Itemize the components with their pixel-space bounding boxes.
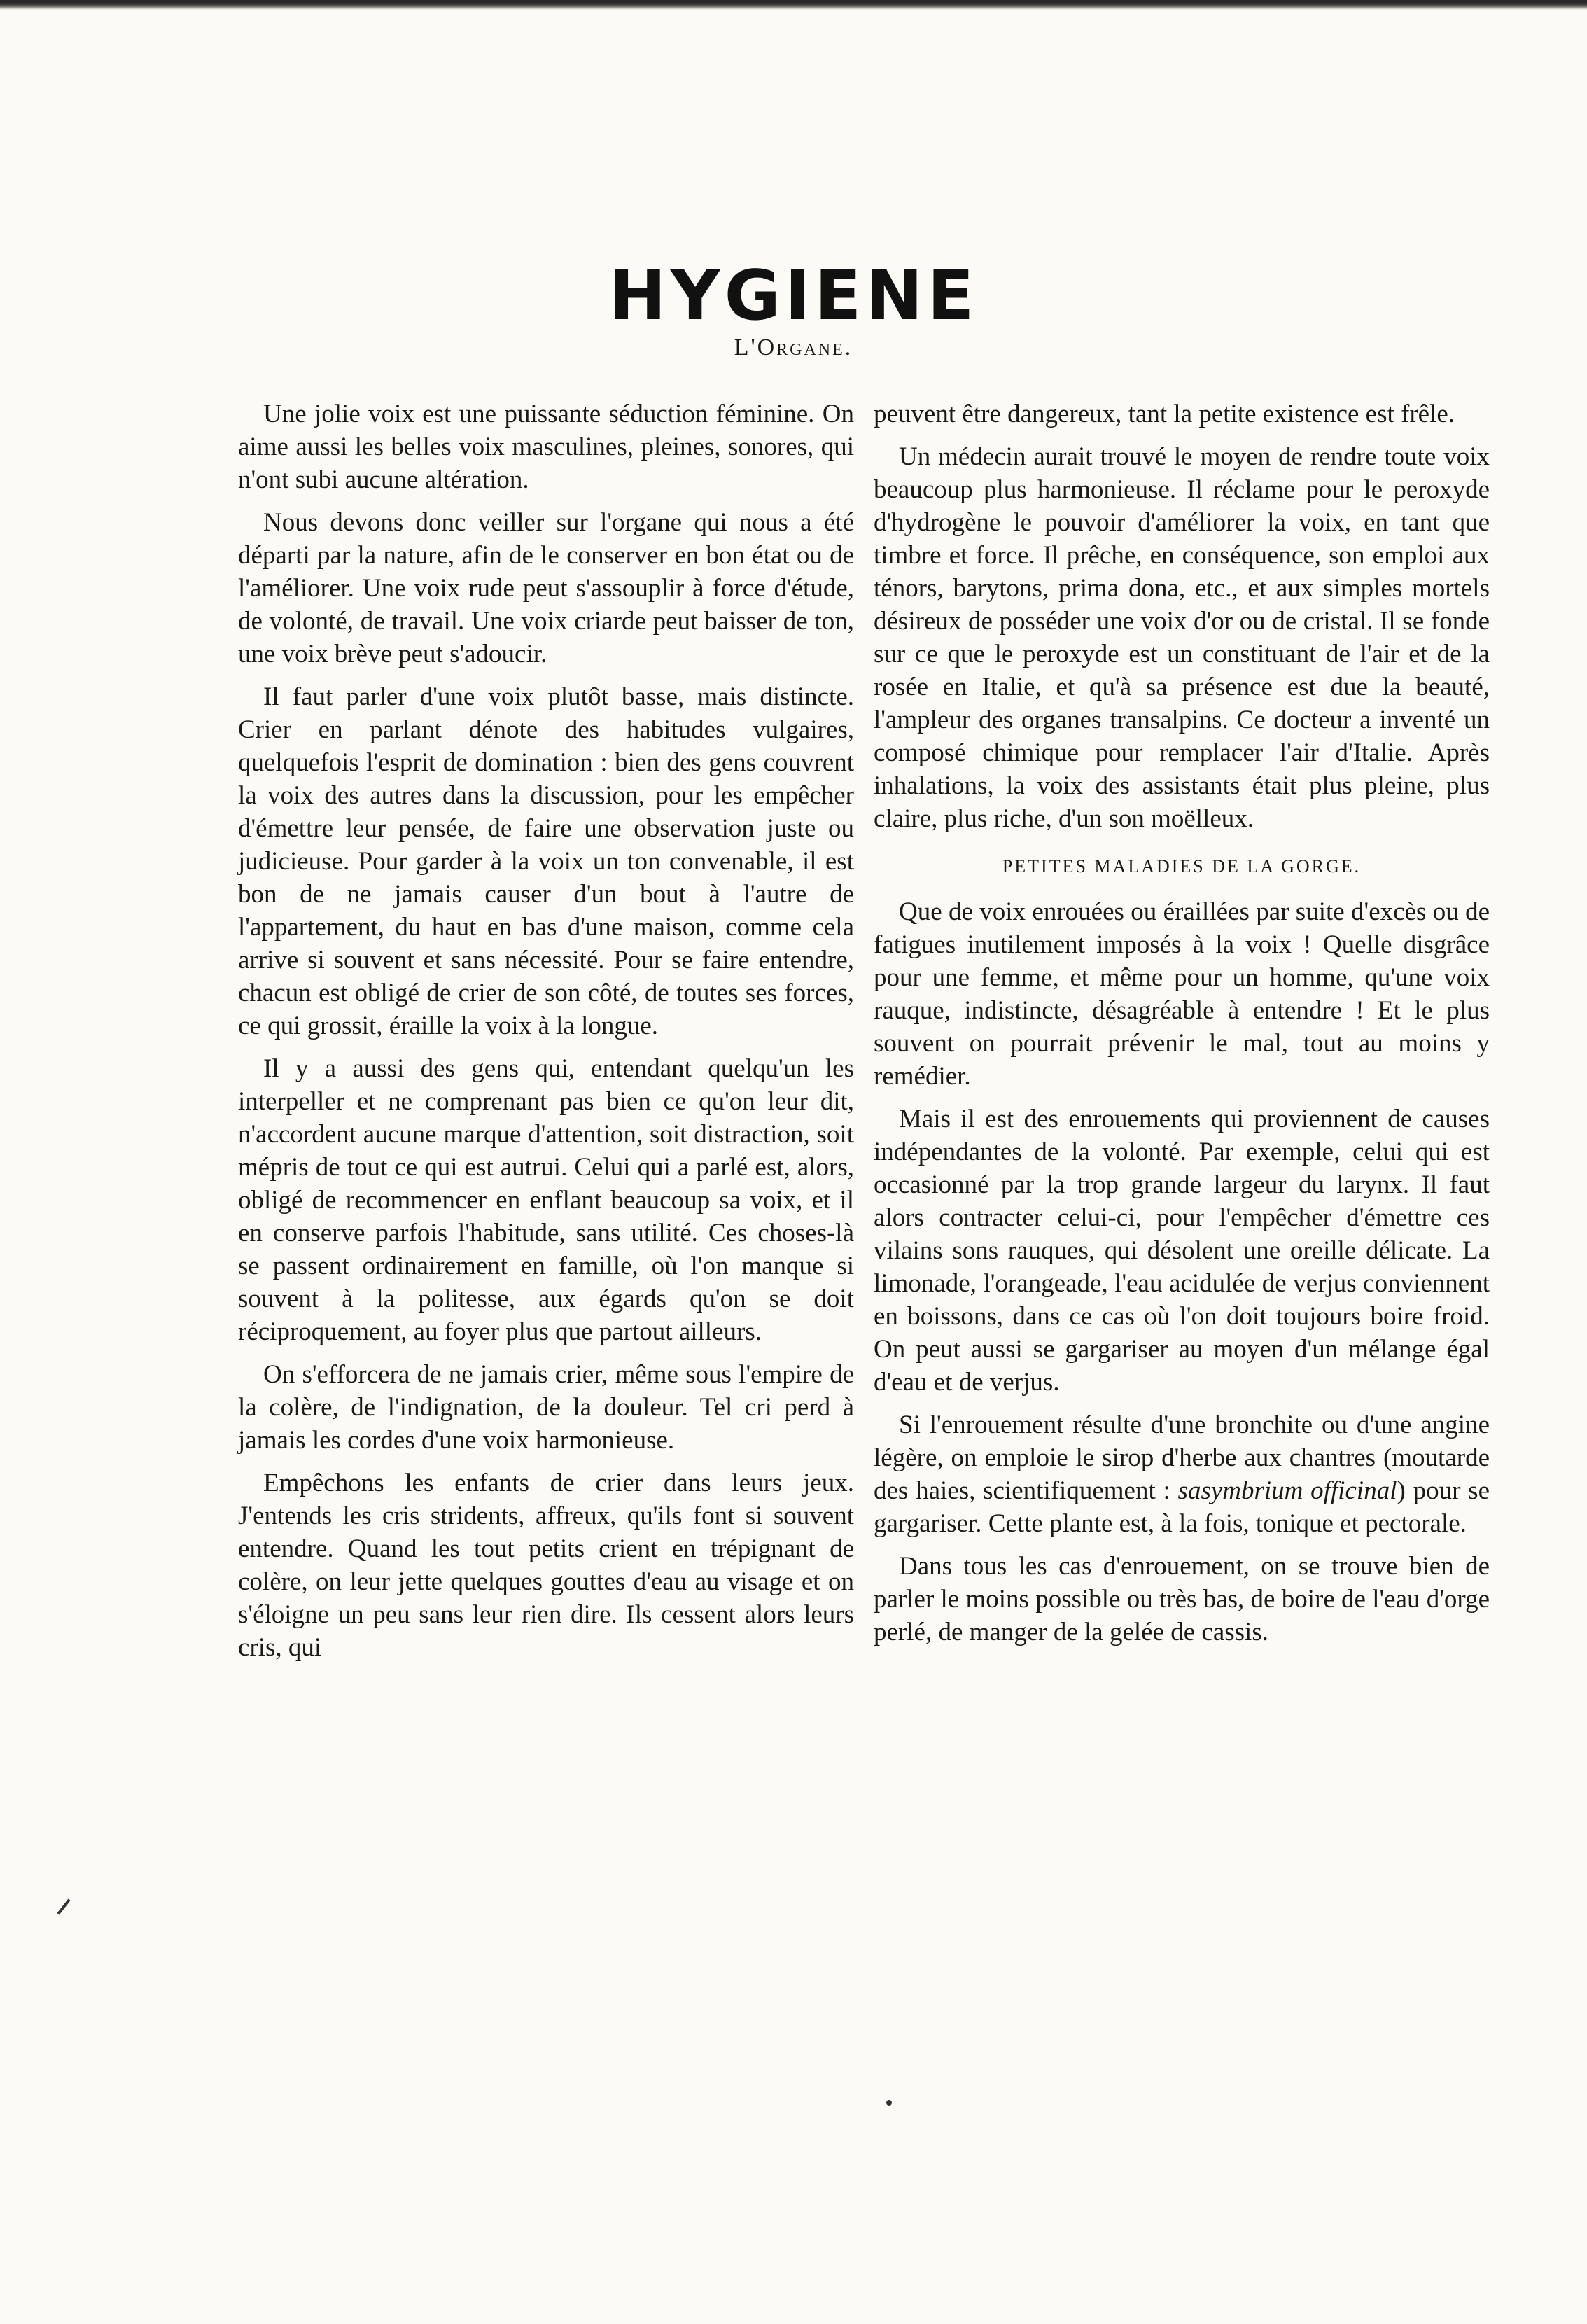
paragraph: Mais il est des enrouements qui proviennent de causes indépendantes de la volonté. Par exemple, celui qui est occasionné par la trop grande largeur du larynx. Il faut alors contracter celui-ci, pour l'empêcher d'émettre ces vilains sons rauques, qui désolent une oreille délicate. La limonade, l'orangeade, l'eau acidulée de verjus conviennent en boissons, dans ce cas où l'on doit toujours boire froid. On peut aussi se gargariser au moyen d'un mélange égal d'eau et de verjus.: [874, 1105, 1490, 1396]
paragraph: Nous devons donc veiller sur l'organe qui nous a été départi par la nature, afin de le conserver en bon état ou de l'améliorer. Une voix rude peut s'assouplir à force d'étude, de volonté, de travail. Une voix criarde peut baisser de ton, une voix brève peut s'adoucir.: [238, 508, 854, 668]
paragraph-continued: peuvent être dangereux, tant la petite existence est frêle.: [874, 400, 1455, 428]
paragraph: Que de voix enrouées ou éraillées par suite d'excès ou de fatigues inutilement imposés à la voix ! Quelle disgrâce pour une femme, et même pour un homme, qu'une voix rauque, indistincte, désagréable à entendre ! Et le plus souvent on pourrait prévenir le mal, tout au moins y remédier.: [874, 897, 1490, 1091]
latin-plant-name: sasymbrium officinal: [1177, 1476, 1397, 1505]
paragraph: Il faut parler d'une voix plutôt basse, mais distincte. Crier en parlant dénote des habitudes vulgaires, quelquefois l'esprit de domination : bien des gens couvrent la voix des autres dans la discussion, pour les empêcher d'émettre leur pensée, de faire une observation juste ou judicieuse. Pour garder à la voix un ton convenable, il est bon de ne jamais causer d'un bout à l'autre de l'appartement, du haut en bas d'une maison, comme cela arrive si souvent et sans nécessité. Pour se faire entendre, chacun est obligé de crier de son côté, de toutes ses forces, ce qui grossit, éraille la voix à la longue.: [238, 682, 854, 1040]
paragraph: Une jolie voix est une puissante séduction féminine. On aime aussi les belles voix masculines, pleines, sonores, qui n'ont subi aucune altération.: [238, 400, 854, 494]
paragraph: Il y a aussi des gens qui, entendant quelqu'un les interpeller et ne comprenant pas bien ce qu'on leur dit, n'accordent aucune marque d'attention, soit distraction, soit mépris de tout ce qui est autrui. Celui qui a parlé est, alors, obligé de recommencer en enflant beaucoup sa voix, et il en conserve parfois l'habitude, sans utilité. Ces choses-là se passent ordinairement en famille, où l'on manque si souvent à la politesse, aux égards qu'on se doit réciproquement, au foyer plus que partout ailleurs.: [238, 1054, 854, 1346]
paragraph: Dans tous les cas d'enrouement, on se trouve bien de parler le moins possible ou très bas, de boire de l'eau d'orge perlé, de manger de la gelée de cassis.: [874, 1552, 1490, 1646]
section-heading: PETITES MALADIES DE LA GORGE.: [1002, 856, 1362, 876]
page-title: HYGIENE: [608, 255, 979, 336]
paragraph: [874, 1408, 1490, 1540]
right-column: [874, 398, 1490, 1658]
paragraph: Un médecin aurait trouvé le moyen de rendre toute voix beaucoup plus harmonieuse. Il réclame pour le peroxyde d'hydrogène le pouvoir d'améliorer la voix, en tant que timbre et force. Il prêche, en conséquence, son emploi aux ténors, barytons, prima dona, etc., et aux simples mortels désireux de posséder une voix d'or ou de cristal. Il se fonde sur ce que le peroxyde est un constituant de l'air et de la rosée en Italie, et qu'à sa présence est due la beauté, l'ampleur des organes transalpins. Ce docteur a inventé un composé chimique pour remplacer l'air d'Italie. Après inhalations, la voix des assistants était plus pleine, plus claire, plus riche, d'un son moëlleux.: [874, 442, 1490, 833]
paragraph: Empêchons les enfants de crier dans leurs jeux. J'entends les cris stridents, affreux, qu'ils font si souvent entendre. Quand les tout petits crient en trépignant de colère, on leur jette quelques gouttes d'eau au visage et on s'éloigne un peu sans leur rien dire. Ils cessent alors leurs cris, qui: [238, 1469, 854, 1662]
top-border-rule: [0, 0, 1587, 10]
print-dot: [886, 2100, 892, 2106]
paragraph: On s'efforcera de ne jamais crier, même sous l'empire de la colère, de l'indignation, de la douleur. Tel cri perd à jamais les cordes d'une voix harmonieuse.: [238, 1360, 854, 1455]
article-subtitle: L'Organe.: [734, 335, 853, 360]
paragraph-text: ) pour se gargariser. Cette plante est, à la fois, tonique et pectorale.: [874, 1476, 1490, 1538]
left-column: [238, 398, 854, 1674]
paragraph-text: Si l'enrouement résulte d'une bronchite ou d'une angine légère, on emploie le sirop d'herbe aux chantres (moutarde des haies, scientifiquement :: [874, 1410, 1490, 1505]
margin-mark: [57, 1899, 70, 1915]
